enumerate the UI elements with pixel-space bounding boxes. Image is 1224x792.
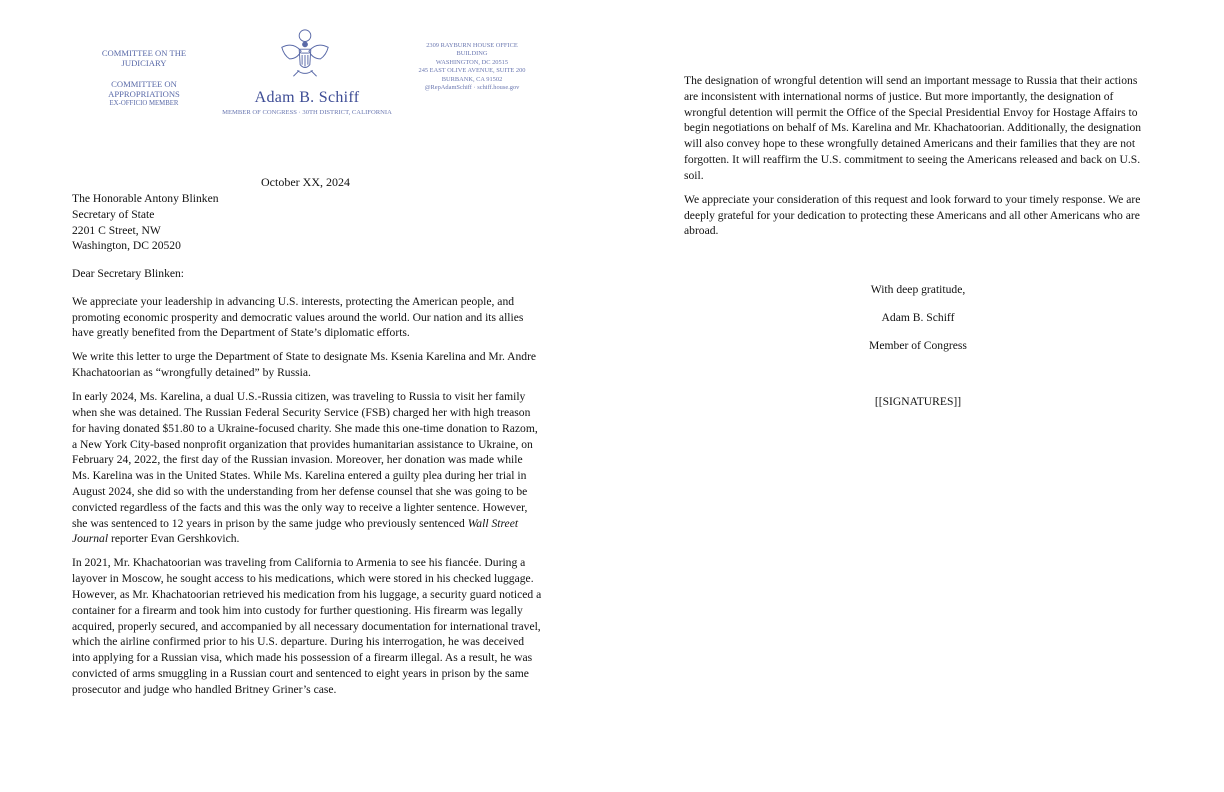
publication-title: Wall Street Journal xyxy=(72,516,519,546)
letter-page-2 xyxy=(612,0,1224,792)
address-line: @RepAdamSchiff · schiff.house.gov xyxy=(424,84,520,92)
paragraph-3 xyxy=(72,389,542,547)
recipient-line: The Honorable Antony Blinken xyxy=(72,192,219,205)
address-line: BURBANK, CA 91502 xyxy=(441,75,503,83)
address-line: BUILDING xyxy=(456,50,488,58)
salutation: Dear Secretary Blinken: xyxy=(72,267,185,280)
letterhead-name: Adam B. Schiff xyxy=(254,89,360,106)
paragraph-6: We appreciate your consideration of this request and look forward to your timely response. We are deeply grateful for your dedication to protecting these Americans and all other Americans who are abroad. xyxy=(684,192,1141,238)
paragraph-1: We appreciate your leadership in advancing U.S. interests, protecting the American people, and promoting economic prosperity and democratic values around the world. Our nation and its allies have greatly benefited from the Department of State’s diplomatic efforts. xyxy=(72,294,524,340)
letterhead-title: MEMBER OF CONGRESS · 30TH DISTRICT, CALIFORNIA xyxy=(222,109,392,116)
address-line: 245 EAST OLIVE AVENUE, SUITE 200 xyxy=(418,67,526,75)
signatures-placeholder: [[SIGNATURES]] xyxy=(874,395,962,408)
letter-date: October XX, 2024 xyxy=(261,175,350,189)
paragraph-2: We write this letter to urge the Department of State to designate Ms. Ksenia Karelina and Mr. Andre Khachatoorian as “wrongfully detained” by Russia. xyxy=(72,350,537,380)
address-line: 2309 RAYBURN HOUSE OFFICE xyxy=(426,42,518,49)
signer-name: Adam B. Schiff xyxy=(881,311,955,324)
committee-appropriations: COMMITTEE ON APPROPRIATIONS xyxy=(108,79,180,99)
recipient-address xyxy=(72,191,219,254)
great-seal-icon xyxy=(276,26,334,84)
committee-judiciary: COMMITTEE ON THE JUDICIARY xyxy=(101,48,187,68)
paragraph-3-tail: reporter Evan Gershkovich. xyxy=(110,532,240,546)
letter-body-continued xyxy=(684,73,1154,247)
recipient-line: Washington, DC 20520 xyxy=(72,239,181,253)
committee-ex-officio-note: EX-OFFICIO MEMBER xyxy=(109,100,179,107)
recipient-line: Secretary of State xyxy=(72,207,155,221)
paragraph-5: The designation of wrongful detention will send an important message to Russia that their actions are inconsistent with international norms of justice. But more importantly, the designation of wrongful detention will permit the Office of the Special Presidential Envoy for Hostage Affairs to begin negotiations on behalf of Ms. Karelina and Mr. Khachatoorian. Additionally, the designation will also convey hope to these wrongfully detained Americans and their families that they are not forgotten. It will reaffirm the U.S. commitment to seeing the Americans released and back on U.S. soil. xyxy=(684,74,1142,182)
letter-body xyxy=(72,266,542,706)
paragraph-3-text: In early 2024, Ms. Karelina, a dual U.S.-Russia citizen, was traveling to Russia to visit her family when she was detained. The Russian Federal Security Service (FSB) charged her with high treason for having donated $51.80 to a Ukraine-focused charity. She made this one-time donation to Razom, a New York City-based nonprofit organization that provides humanitarian assistance to Ukraine, on February 24, 2022, the first day of the Russian invasion. Moreover, her donation was made while Ms. Karelina was in the United States. While Ms. Karelina entered a guilty plea during her trial in August 2024, she did so with the understanding from her defense counsel that she was going to be convicted regardless of the facts and this was the only way to receive a lighter sentence. However, she was sentenced to 12 years in prison by the same judge who previously sentenced xyxy=(72,390,538,530)
address-line: WASHINGTON, DC 20515 xyxy=(435,58,509,66)
letterhead-committees xyxy=(88,48,200,109)
letterhead-address xyxy=(408,42,536,92)
recipient-line: 2201 C Street, NW xyxy=(72,223,161,237)
closing: With deep gratitude, xyxy=(870,283,966,296)
paragraph-4: In 2021, Mr. Khachatoorian was traveling from California to Armenia to see his fiancée. During a layover in Moscow, he sought access to his medications, which were stored in his checked luggage. However, as Mr. Khachatoorian retrieved his medication from his luggage, a security guard noticed a container for a firearm and took him into custody for further questioning. His firearm was legally acquired, properly secured, and accompanied by all necessary documentation for international travel, which the airline confirmed prior to his U.S. departure. During his interrogation, he was deceived into applying for a Russian visa, which made his possession of a firearm illegal. As a result, he was convicted of arms smuggling in a Russian court and sentenced to eight years in prison by the same prosecutor and judge who handled Britney Griner’s case. xyxy=(72,556,542,696)
signer-title: Member of Congress xyxy=(869,339,967,352)
